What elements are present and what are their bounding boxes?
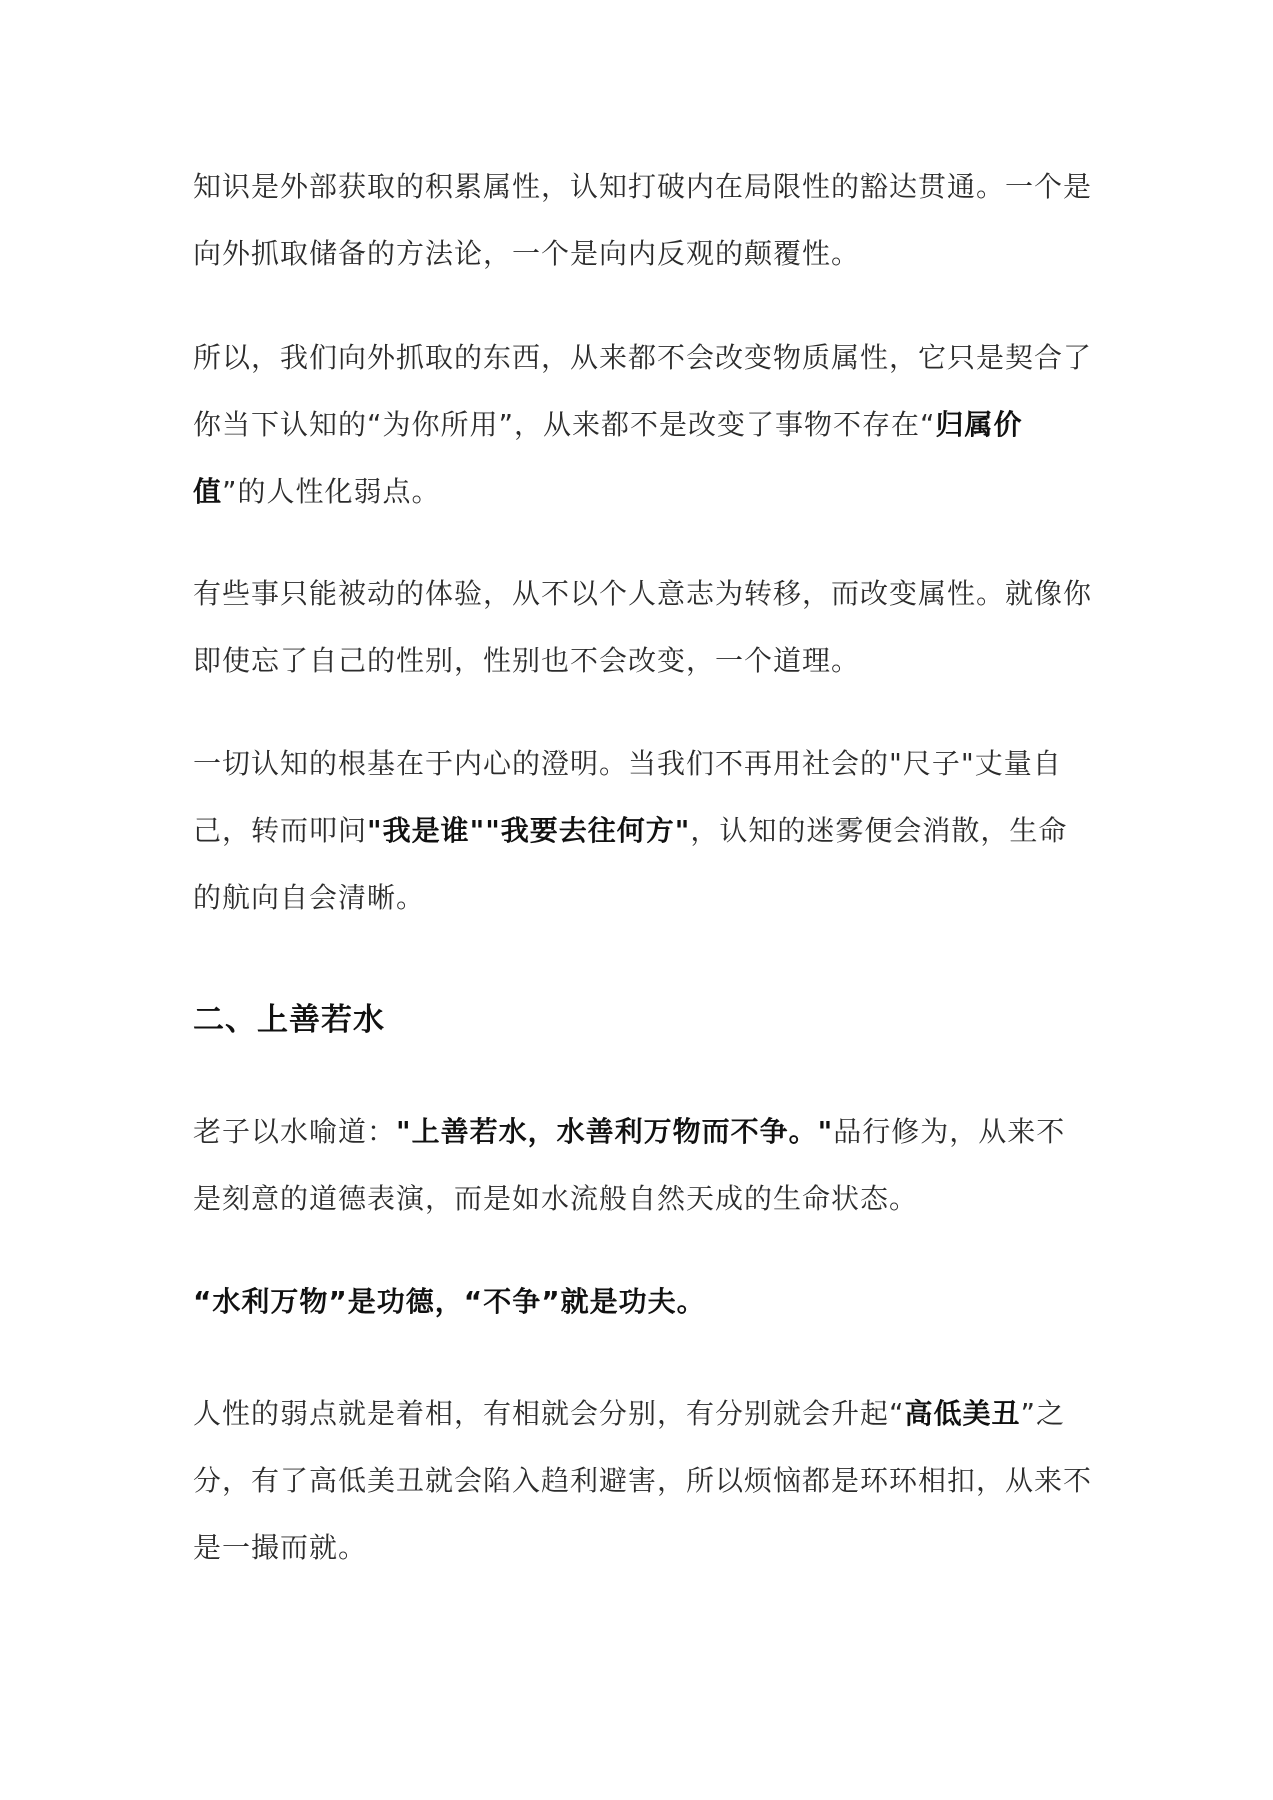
bold-text-segment: 高低美丑: [904, 1397, 1021, 1430]
text-segment: 老子以水喻道：: [193, 1115, 397, 1148]
text-segment: 知识是外部获取的积累属性，认知打破内在局限性的豁达贯通。一个是向外抓取储备的方法论，一个是向内反观的颠覆性。: [193, 170, 1093, 270]
paragraph-clarity: [193, 730, 1093, 931]
paragraph-laozi: [193, 1098, 1093, 1232]
paragraph-merit: [193, 1268, 1093, 1335]
bold-text-segment: “水利万物”是功德，“不争”就是功夫。: [193, 1285, 706, 1318]
text-segment: ”的人性化弱点。: [222, 475, 441, 508]
text-segment: 有些事只能被动的体验，从不以个人意志为转移，而改变属性。就像你即使忘了自己的性别，性别也不会改变，一个道理。: [193, 577, 1093, 677]
text-segment: 所以，我们向外抓取的东西，从来都不会改变物质属性，它只是契合了你当下认知的“为你所用”，从来都不是改变了事物不存在“: [193, 341, 1093, 441]
text-segment: ，认知的迷雾便会消散，生命的航向自会清晰。: [193, 814, 1068, 914]
bold-text-segment: 归属价值: [193, 408, 1023, 508]
text-segment: 人性的弱点就是着相，有相就会分别，有分别就会升起“: [193, 1397, 905, 1430]
bold-text-segment: "上善若水，水善利万物而不争。": [396, 1115, 834, 1148]
text-segment: 品行修为，从来不是刻意的道德表演，而是如水流般自然天成的生命状态。: [193, 1115, 1066, 1215]
paragraph-grasping: [193, 324, 1093, 525]
bold-text-segment: "我是谁""我要去往何方": [367, 814, 691, 847]
text-segment: ”之分，有了高低美丑就会陷入趋利避害，所以烦恼都是环环相扣，从来不是一撮而就。: [193, 1397, 1093, 1564]
text-segment: 一切认知的根基在于内心的澄明。当我们不再用社会的"尺子"丈量自己，转而叩问: [193, 747, 1062, 847]
section-heading: 二、上善若水: [193, 1002, 385, 1038]
paragraph-knowledge: [193, 153, 1093, 287]
paragraph-human-weakness: [193, 1380, 1093, 1581]
paragraph-passive-experience: [193, 560, 1093, 694]
